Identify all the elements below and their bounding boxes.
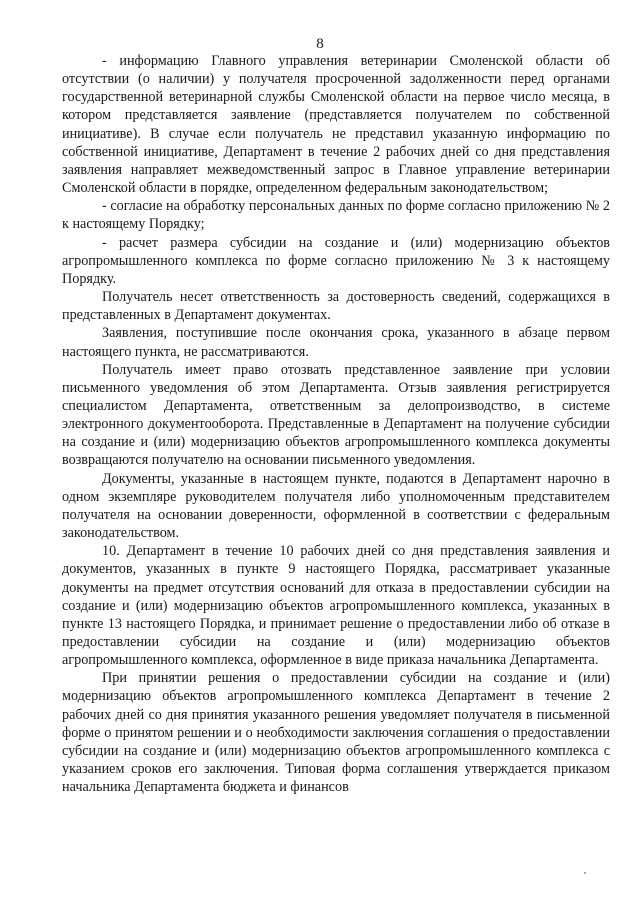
paragraph-late-applications: Заявления, поступившие после окончания срока, указанного в абзаце первом настоящего пункта, не рассматриваются.	[62, 325, 610, 360]
page-number: 8	[316, 36, 324, 52]
scan-artifact-dot	[584, 872, 586, 874]
paragraph-item-10: 10. Департамент в течение 10 рабочих дней со дня представления заявления и документов, указанных в пункте 9 настоящего Порядка, рассматривает указанные документы на предмет отсутствия оснований для отказа в предоставлении субсидии на создание и (или) модернизацию объектов агропромышленного комплекса, указанных в пункте 13 настоящего Порядка, и принимает решение о предоставлении либо об отказе в предоставлении субсидии на создание и (или) модернизацию объектов агропромышленного комплекса, оформленное в виде приказа начальника Департамента.	[62, 543, 610, 669]
document-body	[62, 52, 610, 796]
paragraph-responsibility: Получатель несет ответственность за достоверность сведений, содержащихся в представленных в Департамент документах.	[62, 289, 610, 324]
paragraph-subsidy-calculation: - расчет размера субсидии на создание и (или) модернизацию объектов агропромышленного комплекса по форме согласно приложению № 3 к настоящему Порядку.	[62, 234, 610, 287]
paragraph-submission: Документы, указанные в настоящем пункте, подаются в Департамент нарочно в одном экземпляре руководителем получателя либо уполномоченным представителем получателя на основании доверенности, оформленной в соответствии с федеральным законодательством.	[62, 470, 610, 542]
paragraph-veterinary-info: - информацию Главного управления ветеринарии Смоленской области об отсутствии (о наличии) у получателя просроченной задолженности перед органами государственной ветеринарной службы Смоленской области на первое число месяца, в котором представляется заявление (представляется получателем по собственной инициативе). В случае если получатель не представил указанную информацию по собственной инициативе, Департамент в течение 2 рабочих дней со дня представления заявления направляет межведомственный запрос в Главное управление ветеринарии Смоленской области в порядке, определенном федеральным законодательством;	[62, 53, 610, 197]
paragraph-withdrawal: Получатель имеет право отозвать представленное заявление при условии письменного уведомления об этом Департамента. Отзыв заявления регистрируется специалистом Департамента, ответственным за делопроизводство, в системе электронного документооборота. Представленные в Департамент на получение субсидии на создание и (или) модернизацию объектов агропромышленного комплекса документы возвращаются получателю на основании письменного уведомления.	[62, 361, 610, 469]
paragraph-personal-data-consent: - согласие на обработку персональных данных по форме согласно приложению № 2 к настоящему Порядку;	[62, 198, 610, 233]
paragraph-decision-notice: При принятии решения о предоставлении субсидии на создание и (или) модернизацию объектов агропромышленного комплекса Департамент в течение 2 рабочих дней со дня принятия указанного решения уведомляет получателя в письменной форме о принятом решении и о необходимости заключения соглашения о предоставлении субсидии на создание и (или) модернизацию объектов агропромышленного комплекса с указанием сроков его заключения. Типовая форма соглашения утверждается приказом начальника Департамента бюджета и финансов	[62, 670, 610, 796]
